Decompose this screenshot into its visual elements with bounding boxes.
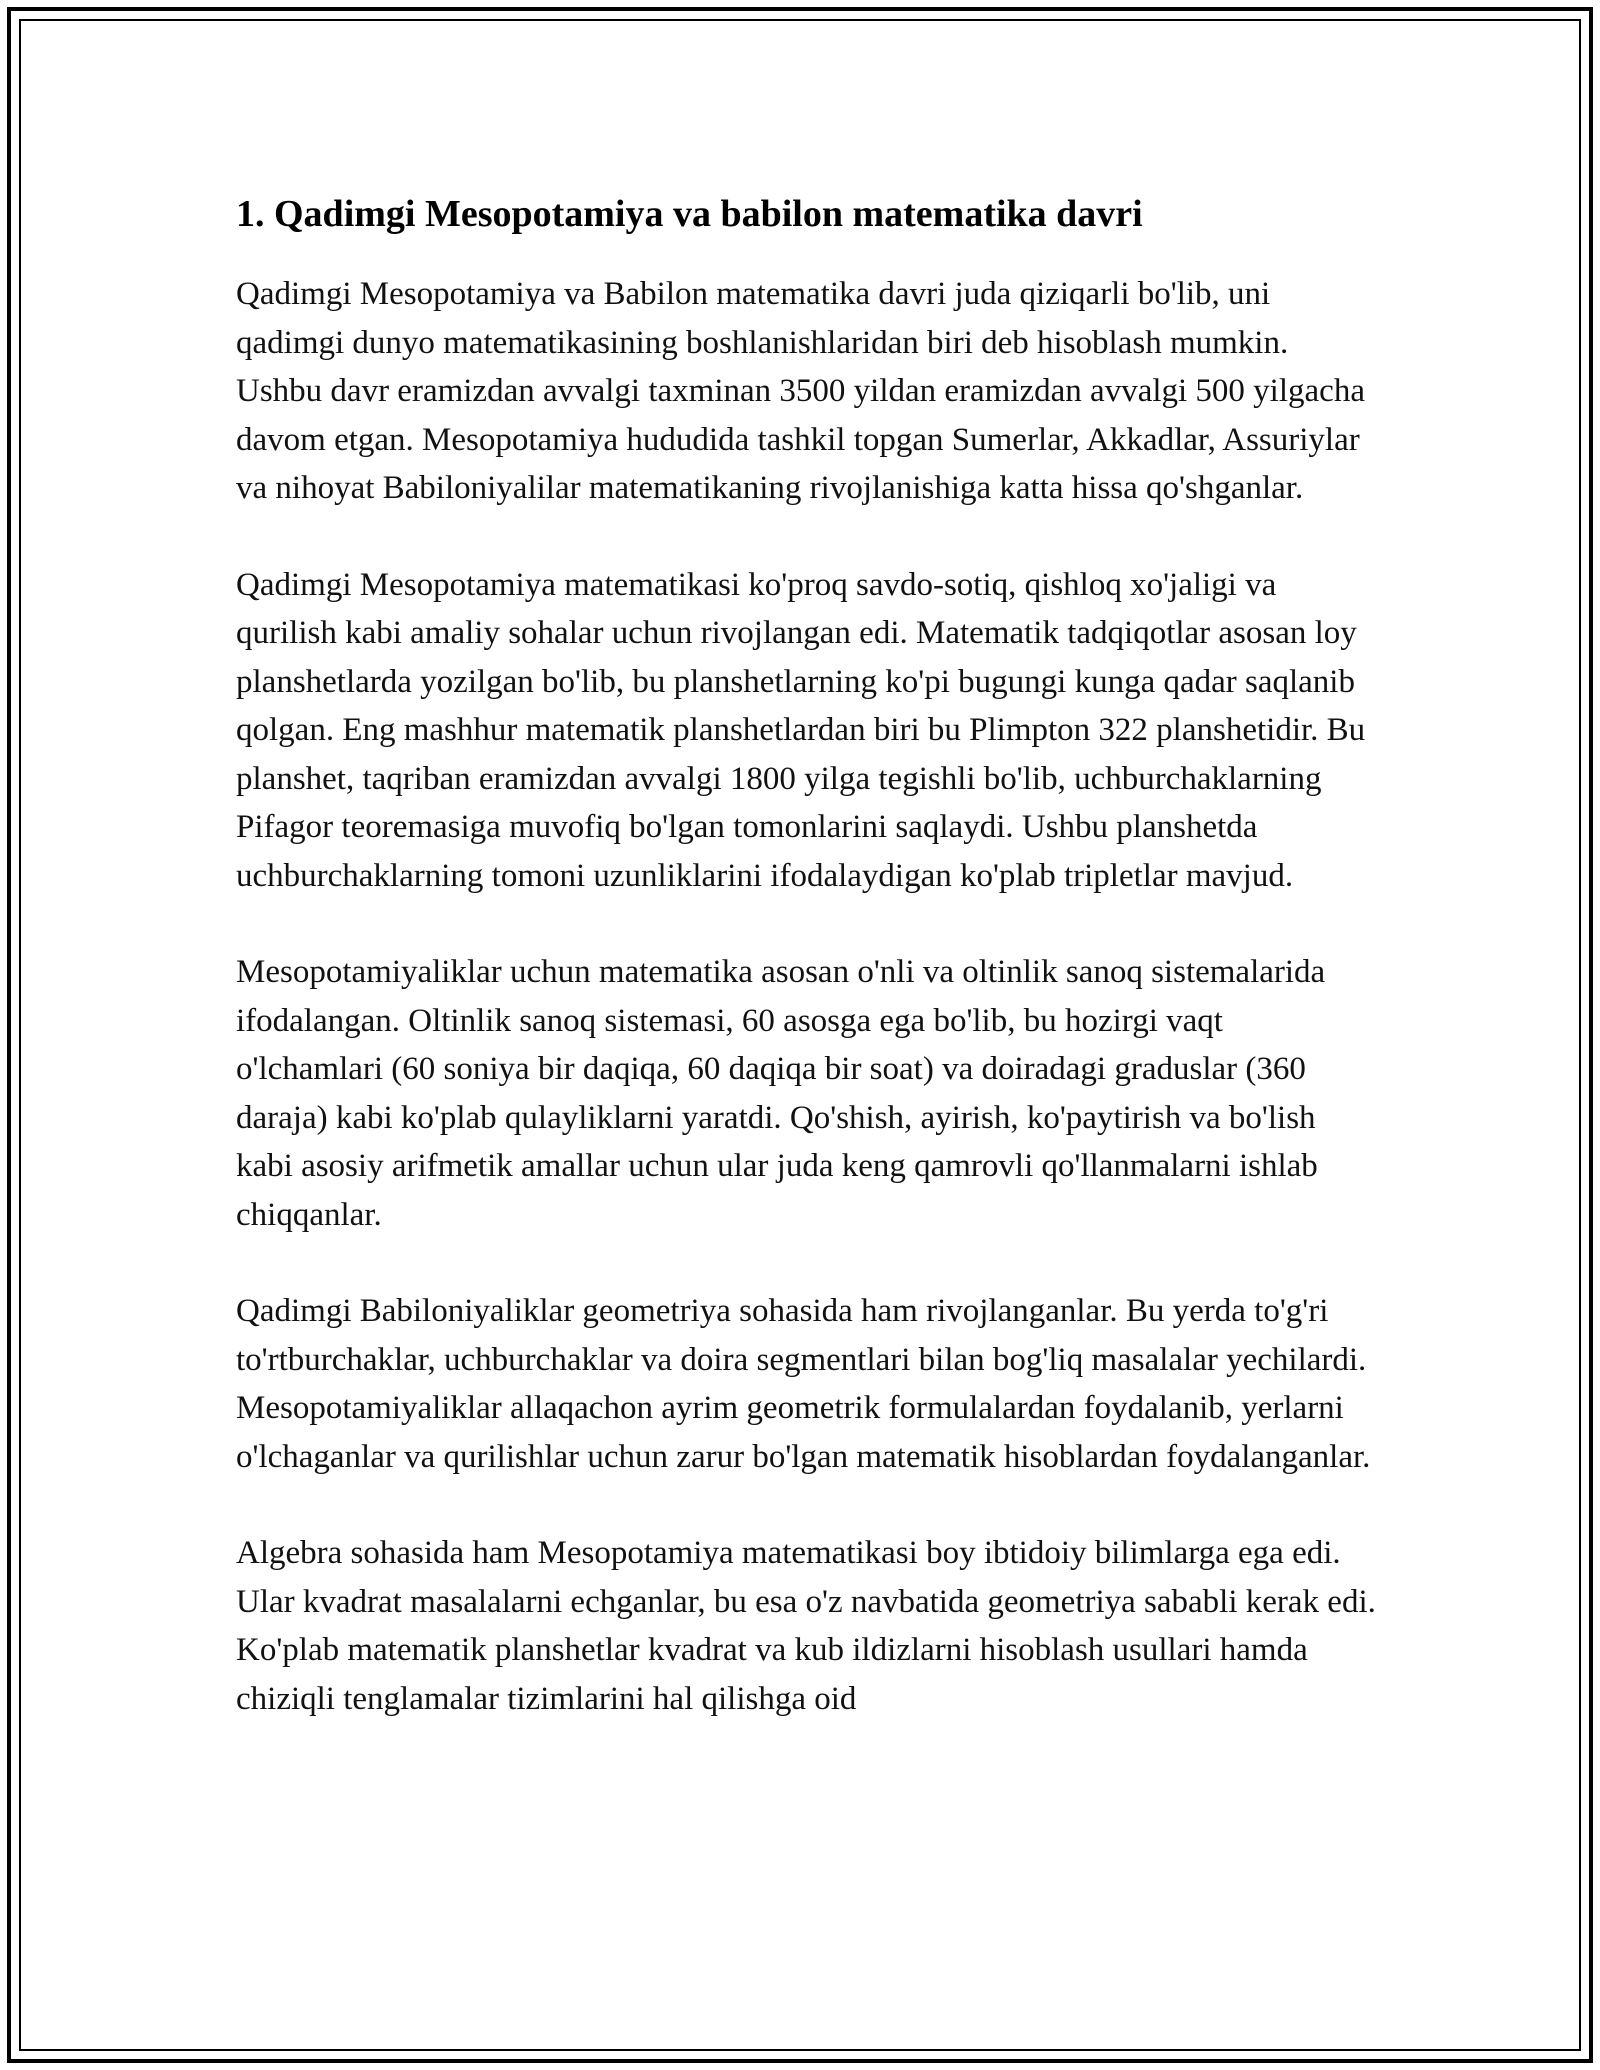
paragraph-algebra: Algebra sohasida ham Mesopotamiya matematikasi boy ibtidoiy bilimlarga ega edi. Ular kvadrat masalalarni echganlar, bu esa o'z navbatida geometriya sababli kerak edi. Ko'plab matematik planshetlar kvadrat va kub ildizlarni hisoblash usullari hamda chiziqli tenglamalar tizimlarini hal qilishga oid [236, 1535, 1376, 1717]
paragraph-intro: Qadimgi Mesopotamiya va Babilon matematika davri juda qiziqarli bo'lib, uni qadimgi dunyo matematikasining boshlanishlaridan biri deb hisoblash mumkin. Ushbu davr eramizdan avvalgi taxminan 3500 yildan eramizdan avvalgi 500 yilgacha davom etgan. Mesopotamiya hududida tashkil topgan Sumerlar, Akkadlar, Assuriylar va nihoyat Babiloniyalilar matematikaning rivojlanishiga katta hissa qo'shganlar. [236, 276, 1365, 506]
paragraph-practical-math: Qadimgi Mesopotamiya matematikasi ko'proq savdo-sotiq, qishloq xo'jaligi va qurilish kabi amaliy sohalar uchun rivojlangan edi. Matematik tadqiqotlar asosan loy planshetlarda yozilgan bo'lib, bu planshetlarning ko'pi bugungi kunga qadar saqlanib qolgan. Eng mashhur matematik planshetlardan biri bu Plimpton 322 planshetidir. Bu planshet, taqriban eramizdan avvalgi 1800 yilga tegishli bo'lib, uchburchaklarning Pifagor teoremasiga muvofiq bo'lgan tomonlarini saqlaydi. Ushbu planshetda uchburchaklarning tomoni uzunliklarini ifodalaydigan ko'plab tripletlar mavjud. [236, 566, 1366, 894]
paragraph-geometry: Qadimgi Babiloniyaliklar geometriya sohasida ham rivojlanganlar. Bu yerda to'g'ri to'rtburchaklar, uchburchaklar va doira segmentlari bilan bog'liq masalalar yechilardi. Mesopotamiyaliklar allaqachon ayrim geometrik formulalardan foydalanib, yerlarni o'lchaganlar va qurilishlar uchun zarur bo'lgan matematik hisoblardan foydalanganlar. [236, 1293, 1371, 1475]
section-heading: 1. Qadimgi Mesopotamiya va babilon matematika davri [236, 193, 1143, 235]
document-content [236, 188, 1376, 1771]
paragraph-number-systems: Mesopotamiyaliklar uchun matematika asosan o'nli va oltinlik sanoq sistemalarida ifodalangan. Oltinlik sanoq sistemasi, 60 asosga ega bo'lib, bu hozirgi vaqt o'lchamlari (60 soniya bir daqiqa, 60 daqiqa bir soat) va doiradagi graduslar (360 daraja) kabi ko'plab qulayliklarni yaratdi. Qo'shish, ayirish, ko'paytirish va bo'lish kabi asosiy arifmetik amallar uchun ular juda keng qamrovli qo'llanmalarni ishlab chiqqanlar. [236, 954, 1326, 1233]
